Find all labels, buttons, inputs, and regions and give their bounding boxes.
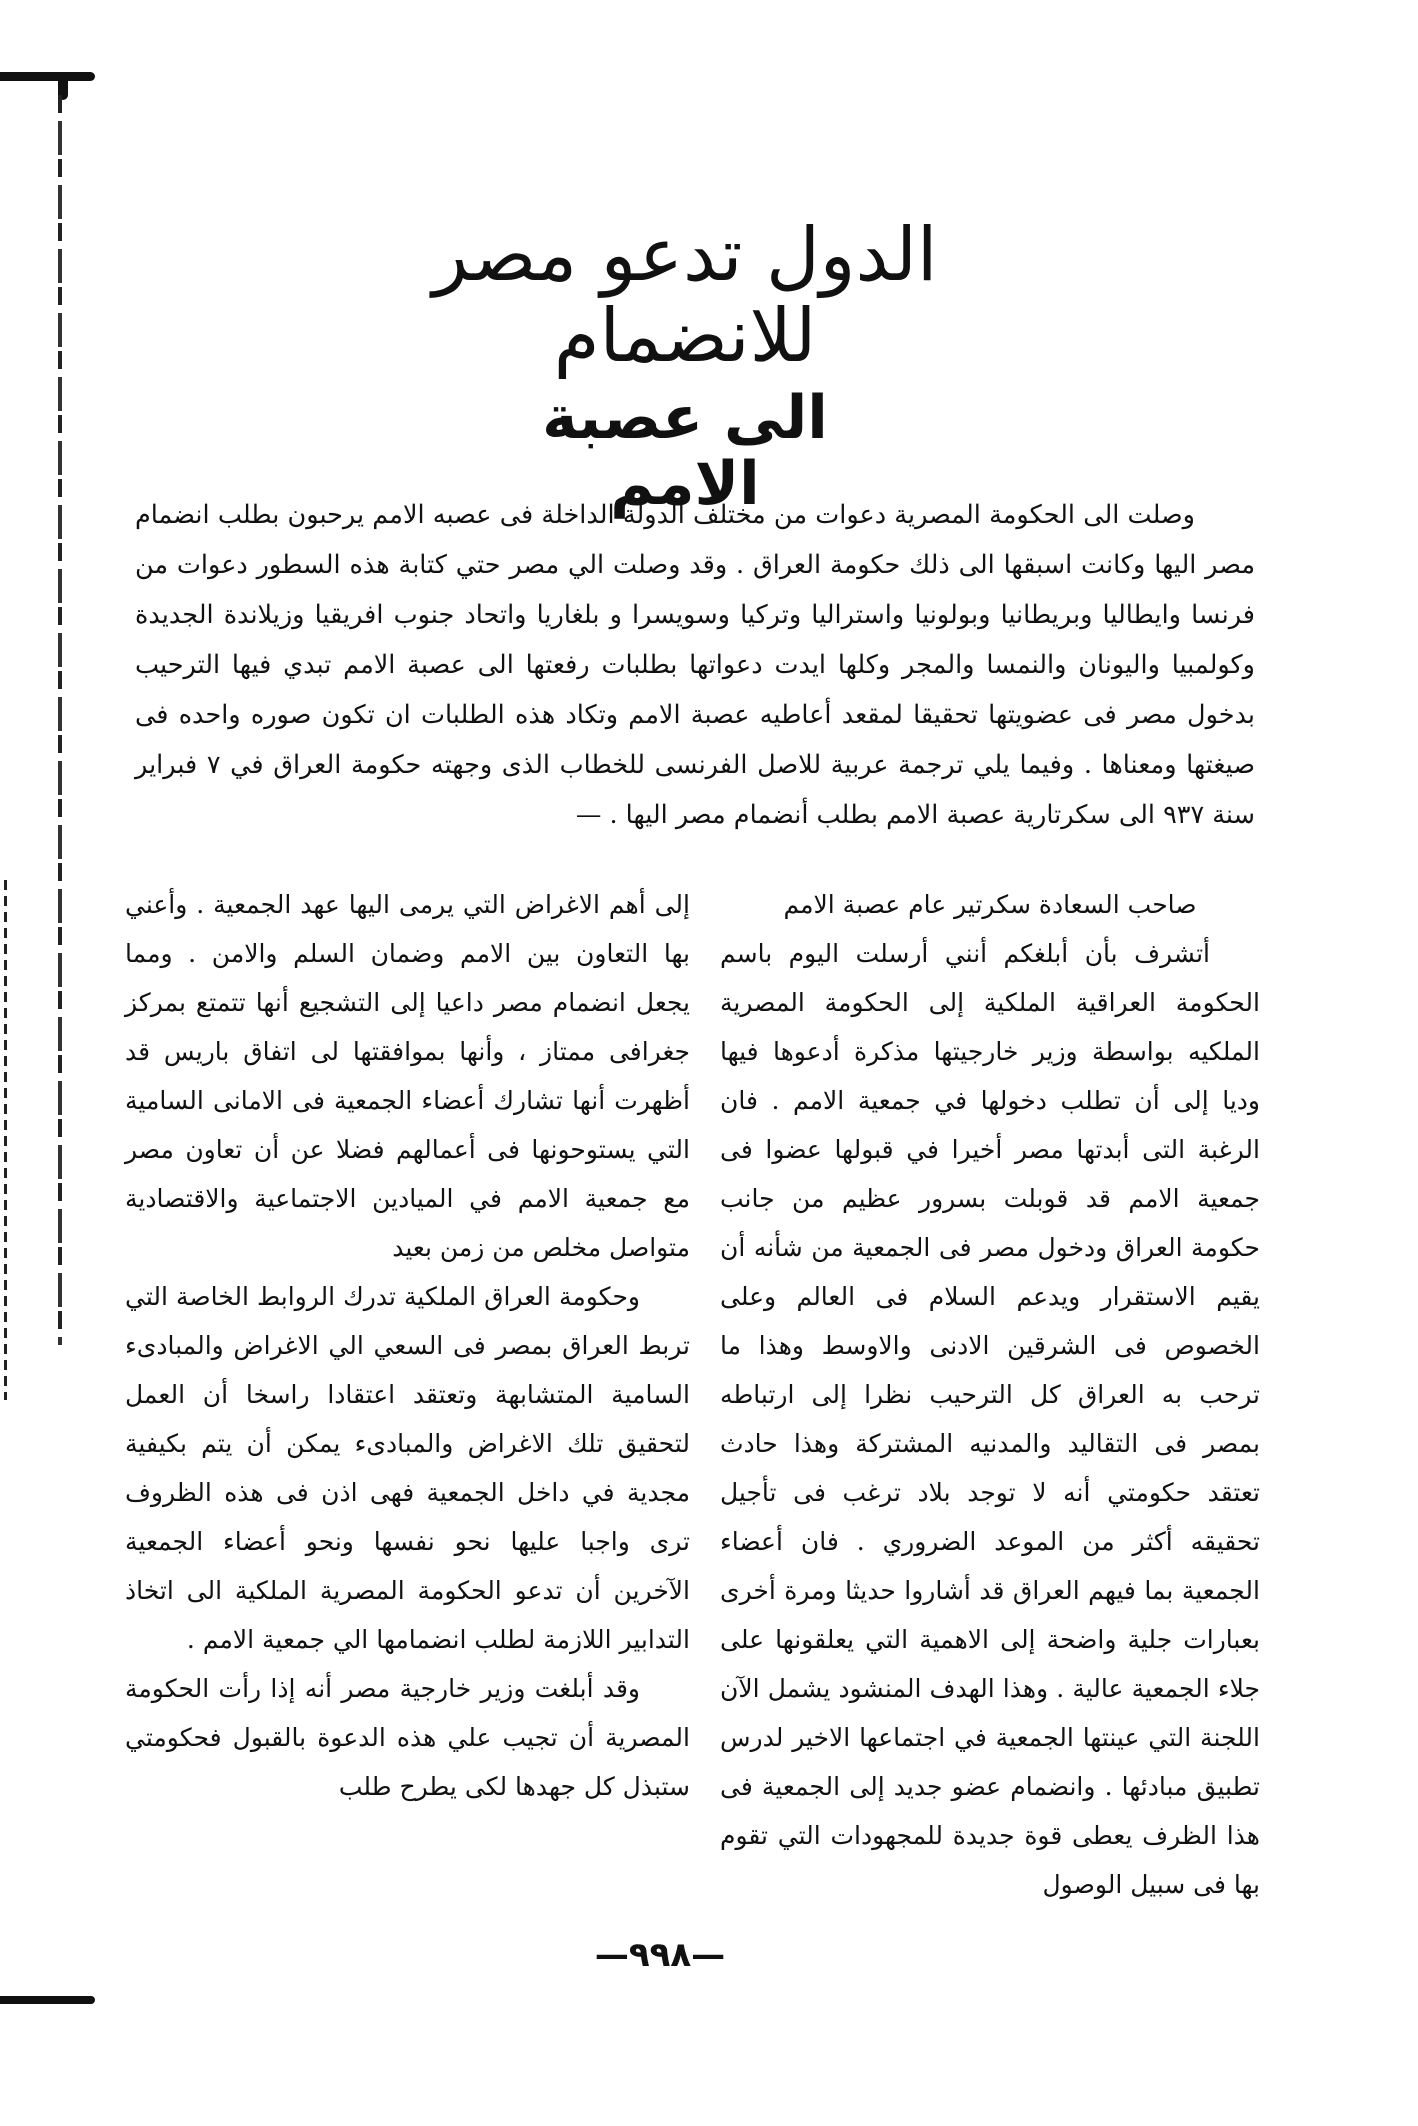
letter-heading: صاحب السعادة سكرتير عام عصبة الامم bbox=[783, 890, 1197, 919]
article-subtitle: الى عصبة الامم bbox=[542, 383, 828, 519]
binding-edge-line bbox=[58, 95, 62, 1345]
right-column bbox=[720, 880, 1260, 1909]
article-title: الدول تدعو مصر للانضمام bbox=[432, 212, 938, 380]
left-column bbox=[125, 880, 690, 1811]
letter-paragraph: وحكومة العراق الملكية تدرك الروابط الخاصة التي تربط العراق بمصر فى السعي الي الاغراض والمبادىء السامية المتشابهة وتعتقد اعتقادا راسخا أن العمل لتحقيق تلك الاغراض والمبادىء يمكن أن يتم بكيفية مجدية في داخل الجمعية فهى اذن فى هذه الظروف ترى واجبا عليها نحو نفسها ونحو أعضاء الجمعية الآخرين أن تدعو الحكومة المصرية الملكية الى اتخاذ التدابير اللازمة لطلب انضمامها الي جمعية الامم . bbox=[125, 1282, 690, 1654]
article-intro bbox=[135, 490, 1255, 840]
intro-paragraph: وصلت الى الحكومة المصرية دعوات من مختلف الدولة الداخلة فى عصبه الامم يرحبون بطلب انضمام مصر اليها وكانت اسبقها الى ذلك حكومة العراق . وقد وصلت الي مصر حتي كتابة هذه السطور دعوات من فرنسا وايطاليا وبريطانيا وبولونيا واستراليا وتركيا وسويسرا و بلغاريا واتحاد جنوب افريقيا وزيلاندة الجديدة وكولمبيا واليونان والنمسا والمجر وكلها ايدت دعواتها بطلبات رفعتها الى عصبة الامم تبدي فيها الترحيب بدخول مصر فى عضويتها تحقيقا لمقعد أعاطيه عصبة الامم وتكاد هذه الطلبات ان تكون صوره واحده فى صيغتها ومعناها . وفيما يلي ترجمة عربية للاصل الفرنسى للخطاب الذى وجهته حكومة العراق في ٧ فبراير سنة ٩٣٧ الى سكرتارية عصبة الامم بطلب أنضمام مصر اليها . — bbox=[135, 500, 1256, 830]
binding-edge-mark bbox=[0, 72, 95, 81]
page-number: —٩٩٨— bbox=[594, 1935, 726, 1975]
letter-paragraph: أتشرف بأن أبلغكم أنني أرسلت اليوم باسم الحكومة العراقية الملكية إلى الحكومة المصرية الملكيه بواسطة وزير خارجيتها مذكرة أدعوها فيها وديا إلى أن تطلب دخولها في جمعية الامم . فان الرغبة التى أبدتها مصر أخيرا في قبولها عضوا فى جمعية الامم قد قوبلت بسرور عظيم من جانب حكومة العراق ودخول مصر فى الجمعية من شأنه أن يقيم الاستقرار ويدعم السلام فى العالم وعلى الخصوص فى الشرقين الادنى والاوسط وهذا ما ترحب به العراق كل الترحيب نظرا إلى ارتباطه بمصر فى التقاليد والمدنيه المشتركة وهذا حادث تعتقد حكومتي أنه لا توجد بلاد ترغب فى تأجيل تحقيقه أكثر من الموعد الضروري . فان أعضاء الجمعية بما فيهم العراق قد أشاروا حديثا ومرة أخرى بعبارات جلية واضحة إلى الاهمية التي يعلقونها على جلاء الجمعية عالية . وهذا الهدف المنشود يشمل الآن اللجنة التي عينتها الجمعية في اجتماعها الاخير لدرس تطبيق مبادئها . وانضمام عضو جديد إلى الجمعية فى هذا الظرف يعطى قوة جديدة للمجهودات التي تقوم بها فى سبيل الوصول bbox=[720, 939, 1260, 1899]
letter-paragraph: إلى أهم الاغراض التي يرمى اليها عهد الجمعية . وأعني بها التعاون بين الامم وضمان السلم والامن . ومما يجعل انضمام مصر داعيا إلى التشجيع أنها تتمتع بمركز جغرافى ممتاز ، وأنها بموافقتها لى اتفاق باريس قد أظهرت أنها تشارك أعضاء الجمعية فى الامانى السامية التي يستوحونها فى أعمالهم فضلا عن أن تعاون مصر مع جمعية الامم في الميادين الاجتماعية والاقتصادية متواصل مخلص من زمن بعيد bbox=[125, 890, 690, 1262]
letter-paragraph: وقد أبلغت وزير خارجية مصر أنه إذا رأت الحكومة المصرية أن تجيب علي هذه الدعوة بالقبول فحكومتي ستبذل كل جهدها لكى يطرح طلب bbox=[125, 1674, 690, 1801]
binding-edge-mark bbox=[0, 1996, 95, 2004]
binding-edge-line bbox=[4, 880, 7, 1400]
